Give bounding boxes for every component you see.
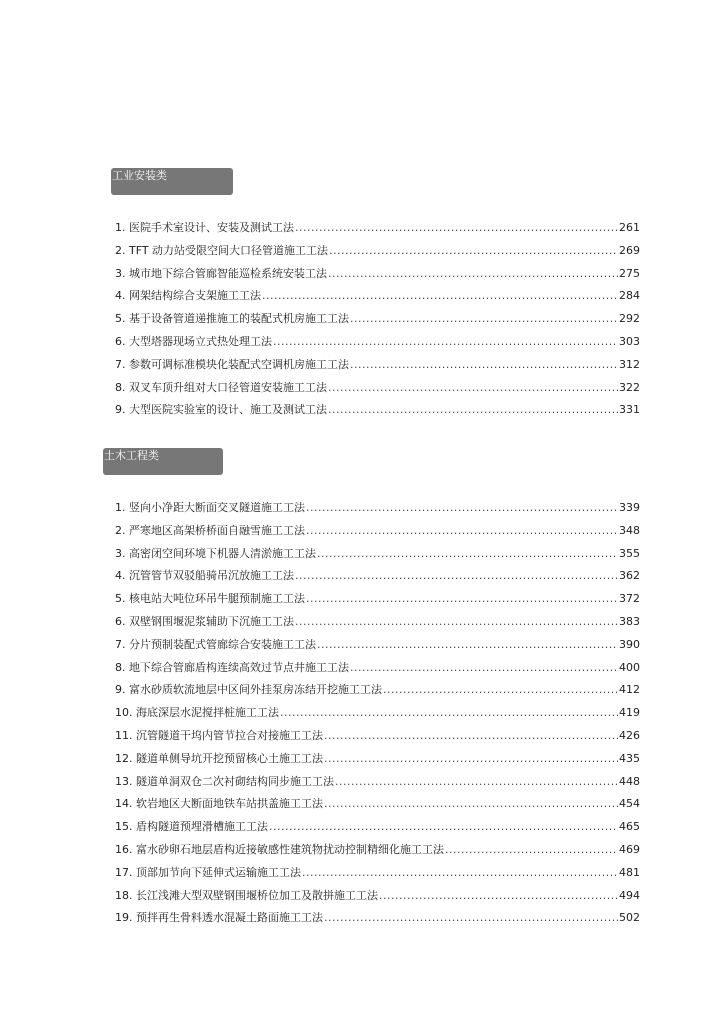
dot-leader	[306, 591, 618, 607]
toc-entry-page-number: 426	[619, 728, 640, 742]
toc-entry-title: 1. 医院手术室设计、安装及测试工法	[115, 221, 294, 234]
dot-leader	[324, 728, 618, 744]
toc-entry-title: 18. 长江浅滩大型双壁钢围堰桥位加工及散拼施工工法	[115, 888, 378, 902]
toc-entry[interactable]	[115, 774, 640, 797]
toc-entry-page-number: 284	[619, 289, 640, 303]
toc-entry-title: 8. 双叉车顶升组对大口径管道安装施工工法	[115, 380, 327, 394]
dot-leader	[445, 842, 618, 858]
toc-entry-title: 4. 网架结构综合支架施工工法	[115, 289, 261, 303]
toc-entry-page-number: 454	[619, 797, 640, 811]
toc-entry[interactable]	[115, 266, 640, 289]
toc-entry-page-number: 448	[619, 774, 640, 788]
toc-entry-page-number: 312	[619, 357, 640, 371]
toc-entry[interactable]	[115, 568, 640, 591]
toc-entry-title: 11. 沉管隧道干坞内管节拉合对接施工工法	[115, 728, 323, 742]
toc-entry[interactable]	[115, 660, 640, 683]
dot-leader	[306, 523, 618, 539]
toc-list	[115, 220, 640, 425]
toc-entry-page-number: 390	[619, 637, 640, 651]
toc-entry-title: 19. 预拌再生骨料透水混凝土路面施工工法	[115, 911, 323, 925]
section-header: 工业安装类	[111, 168, 233, 195]
toc-entry[interactable]	[115, 842, 640, 865]
toc-entry-page-number: 372	[619, 592, 640, 606]
toc-entry[interactable]	[115, 888, 640, 911]
toc-entry[interactable]	[115, 682, 640, 705]
toc-entry[interactable]	[115, 334, 640, 357]
toc-entry[interactable]	[115, 705, 640, 728]
dot-leader	[350, 311, 618, 327]
toc-entry-page-number: 275	[619, 266, 640, 280]
toc-entry-page-number: 419	[619, 706, 640, 720]
toc-entry-title: 2. 严寒地区高架桥桥面自融雪施工工法	[115, 523, 305, 537]
toc-entry[interactable]	[115, 796, 640, 819]
toc-entry[interactable]	[115, 357, 640, 380]
toc-entry[interactable]	[115, 500, 640, 523]
dot-leader	[269, 819, 618, 835]
toc-entry-page-number: 292	[619, 312, 640, 326]
toc-entry-page-number: 331	[619, 403, 640, 417]
toc-entry-page-number: 494	[619, 888, 640, 902]
toc-entry-page-number: 362	[619, 569, 640, 583]
dot-leader	[324, 910, 618, 926]
toc-entry-title: 4. 沉管管节双驳船骑吊沉放施工工法	[115, 569, 294, 583]
toc-entry-title: 17. 顶部加节向下延伸式运输施工工法	[115, 865, 301, 879]
toc-entry-title: 12. 隧道单侧导坑开挖预留核心土施工工法	[115, 751, 323, 765]
toc-list	[115, 500, 640, 933]
toc-entry-title: 1. 竖向小净距大断面交叉隧道施工工法	[115, 501, 305, 514]
toc-entry[interactable]	[115, 380, 640, 403]
dot-leader	[280, 705, 618, 721]
dot-leader	[295, 220, 618, 236]
dot-leader	[383, 682, 618, 698]
toc-entry[interactable]	[115, 819, 640, 842]
toc-entry-title: 6. 大型塔器现场立式热处理工法	[115, 334, 272, 348]
dot-leader	[295, 614, 618, 630]
dot-leader	[302, 865, 618, 881]
dot-leader	[335, 774, 618, 790]
toc-entry-page-number: 502	[619, 911, 640, 925]
toc-entry-page-number: 383	[619, 614, 640, 628]
toc-entry[interactable]	[115, 243, 640, 266]
toc-entry-page-number: 469	[619, 842, 640, 856]
dot-leader	[273, 334, 618, 350]
toc-entry-title: 7. 分片预制装配式管廊综合安装施工工法	[115, 637, 316, 651]
toc-entry-title: 16. 富水砂卵石地层盾构近接敏感性建筑物扰动控制精细化施工工法	[115, 842, 444, 856]
dot-leader	[317, 546, 618, 562]
dot-leader	[295, 568, 618, 584]
toc-entry-title: 2. TFT 动力站受限空间大口径管道施工工法	[115, 243, 329, 257]
dot-leader	[329, 243, 618, 259]
toc-entry[interactable]	[115, 546, 640, 569]
toc-entry-page-number: 481	[619, 865, 640, 879]
toc-entry[interactable]	[115, 402, 640, 425]
toc-entry-title: 3. 高密闭空间环境下机器人清淤施工工法	[115, 546, 316, 560]
toc-entry[interactable]	[115, 523, 640, 546]
toc-entry-title: 6. 双壁钢围堰泥浆辅助下沉施工工法	[115, 614, 294, 628]
dot-leader	[317, 637, 618, 653]
toc-entry-title: 9. 富水砂质软流地层中区间外挂泵房冻结开挖施工工法	[115, 683, 382, 697]
toc-entry-page-number: 339	[619, 501, 640, 514]
section-header: 土木工程类	[103, 448, 223, 475]
toc-entry-title: 10. 海底深层水泥搅拌桩施工工法	[115, 706, 279, 720]
dot-leader	[328, 380, 618, 396]
toc-entry-title: 5. 核电站大吨位环吊牛腿预制施工工法	[115, 592, 305, 606]
toc-entry-page-number: 435	[619, 751, 640, 765]
toc-entry-title: 14. 软岩地区大断面地铁车站拱盖施工工法	[115, 797, 323, 811]
toc-entry[interactable]	[115, 614, 640, 637]
toc-entry[interactable]	[115, 865, 640, 888]
toc-entry-page-number: 303	[619, 334, 640, 348]
toc-entry[interactable]	[115, 728, 640, 751]
dot-leader	[350, 660, 618, 676]
dot-leader	[262, 288, 618, 304]
toc-entry-page-number: 261	[619, 221, 640, 234]
toc-entry-page-number: 269	[619, 243, 640, 257]
dot-leader	[328, 402, 618, 418]
toc-entry-page-number: 412	[619, 683, 640, 697]
toc-entry-title: 3. 城市地下综合管廊智能巡检系统安装工法	[115, 266, 327, 280]
dot-leader	[324, 796, 618, 812]
dot-leader	[328, 266, 618, 282]
toc-entry[interactable]	[115, 288, 640, 311]
toc-entry[interactable]	[115, 591, 640, 614]
toc-entry-title: 15. 盾构隧道预埋滑槽施工工法	[115, 820, 268, 834]
toc-entry-page-number: 322	[619, 380, 640, 394]
toc-entry-page-number: 355	[619, 546, 640, 560]
toc-entry-title: 7. 参数可调标准模块化装配式空调机房施工工法	[115, 357, 349, 371]
toc-entry-title: 8. 地下综合管廊盾构连续高效过节点井施工工法	[115, 660, 349, 674]
dot-leader	[306, 500, 618, 516]
toc-entry-page-number: 400	[619, 660, 640, 674]
toc-entry-title: 5. 基于设备管道递推施工的装配式机房施工工法	[115, 312, 349, 326]
toc-entry-title: 13. 隧道单洞双仓二次衬砌结构同步施工工法	[115, 774, 334, 788]
dot-leader	[324, 751, 618, 767]
toc-entry-page-number: 465	[619, 820, 640, 834]
dot-leader	[379, 888, 618, 904]
dot-leader	[350, 357, 618, 373]
toc-entry[interactable]	[115, 311, 640, 334]
toc-entry[interactable]	[115, 220, 640, 243]
toc-entry[interactable]	[115, 751, 640, 774]
toc-entry[interactable]	[115, 910, 640, 933]
toc-entry-page-number: 348	[619, 523, 640, 537]
toc-entry[interactable]	[115, 637, 640, 660]
toc-entry-title: 9. 大型医院实验室的设计、施工及测试工法	[115, 403, 327, 417]
